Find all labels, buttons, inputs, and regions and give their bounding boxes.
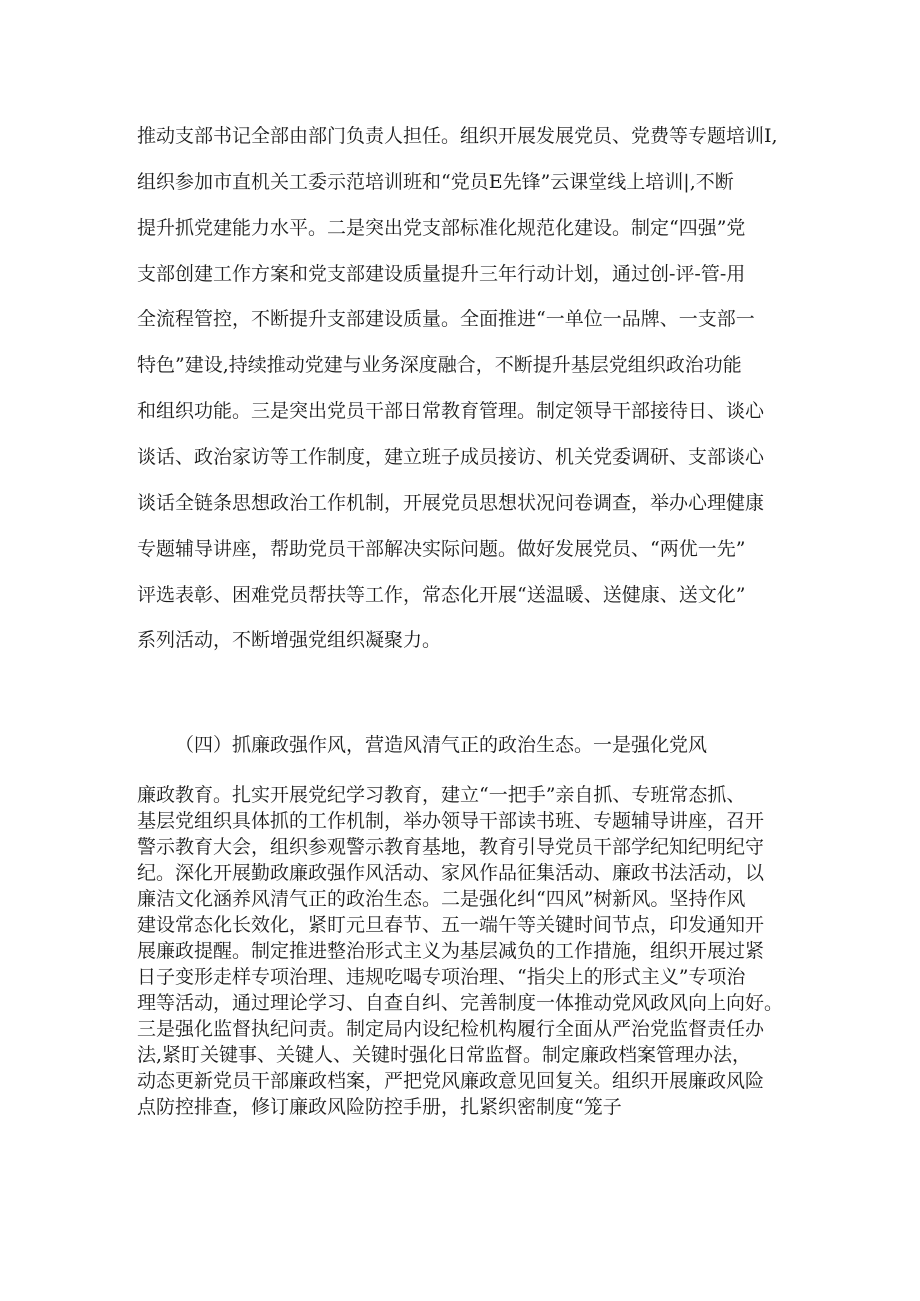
text-line: 支部创建工作方案和党支部建设质量提升三年行动计划，通过创-评-管-用 [137, 263, 746, 285]
text-line: 廉洁文化涵养风清气正的政治生态。二是强化纠“四风”树新风。坚持作风 [137, 888, 746, 910]
text-line: 基层党组织具体抓的工作机制，举办领导干部读书班、专题辅导讲座，召开 [137, 810, 765, 832]
text-line: 评选表彰、困难党员帮扶等工作，常态化开展“送温暖、送健康、送文化” [137, 584, 746, 606]
text-line: 和组织功能。三是突出党员干部日常教育管理。制定领导干部接待日、谈心 [137, 400, 765, 422]
text-line: 警示教育大会，组织参观警示教育基地，教育引导党员干部学纪知纪明纪守 [137, 836, 765, 858]
text-line: 提升抓党建能力水平。二是突出党支部标准化规范化建设。制定“四强”党 [137, 217, 746, 239]
section-four-heading: （四）抓廉政强作风，营造风清气正的政治生态。一是强化党风 [175, 734, 708, 756]
text-line: 廉政教育。扎实开展党纪学习教育，建立“一把手”亲自抓、专班常态抓、 [137, 784, 746, 806]
text-line: 谈话全链条思想政治工作机制，开展党员思想状况问卷调查，举办心理健康 [137, 492, 765, 514]
text-line: 法,紧盯关键事、关键人、关键时强化日常监督。制定廉政档案管理办法， [137, 1044, 752, 1066]
text-line: 专题辅导讲座，帮助党员干部解决实际问题。做好发展党员、“两优一先” [137, 538, 746, 560]
text-line: 全流程管控，不断提升支部建设质量。全面推进“一单位一品牌、一支部一 [137, 308, 755, 330]
text-line: 点防控排查，修订廉政风险防控手册，扎紧织密制度“笼子 [137, 1096, 622, 1118]
text-line: 日子变形走样专项治理、违规吃喝专项治理、“指尖上的形式主义”专项治 [137, 966, 746, 988]
text-line: 特色”建设,持续推动党建与业务深度融合，不断提升基层党组织政治功能 [137, 354, 742, 376]
text-line: 建设常态化长效化，紧盯元旦春节、五一端午等关键时间节点，印发通知开 [137, 914, 765, 936]
text-line: 三是强化监督执纪问责。制定局内设纪检机构履行全面从严治党监督责任办 [137, 1018, 765, 1040]
text-line: 谈话、政治家访等工作制度，建立班子成员接访、机关党委调研、支部谈心 [137, 446, 765, 468]
text-line: 推动支部书记全部由部门负责人担任。组织开展发展党员、党费等专题培训I, [137, 125, 778, 147]
text-line: 组织参加市直机关工委示范培训班和“党员E先锋”云课堂线上培训|,不断 [137, 171, 734, 193]
text-line: 系列活动，不断增强党组织凝聚力。 [137, 629, 442, 651]
text-line: 纪。深化开展勤政廉政强作风活动、家风作品征集活动、廉政书法活动，以 [137, 862, 765, 884]
text-line: 理等活动，通过理论学习、自查自纠、完善制度一体推动党风政风向上向好。 [137, 992, 784, 1014]
text-line: 展廉政提醒。制定推进整治形式主义为基层减负的工作措施，组织开展过紧 [137, 940, 765, 962]
text-line: 动态更新党员干部廉政档案，严把党风廉政意见回复关。组织开展廉政风险 [137, 1070, 765, 1092]
